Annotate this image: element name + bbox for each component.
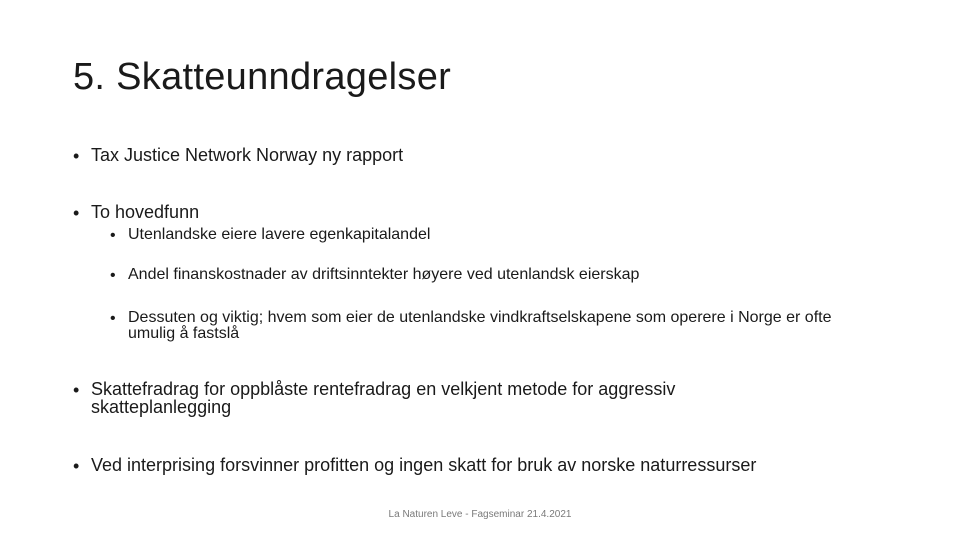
bullet-dot: • bbox=[73, 380, 80, 400]
sub-bullet-item bbox=[110, 227, 890, 245]
bullet-item bbox=[73, 456, 913, 477]
sub-bullet-item bbox=[110, 267, 890, 285]
slide-footer: La Naturen Leve - Fagseminar 21.4.2021 bbox=[388, 509, 572, 520]
sub-bullet-item bbox=[110, 310, 870, 342]
bullet-item bbox=[73, 203, 893, 224]
bullet-item bbox=[73, 380, 773, 416]
bullet-text: Andel finanskostnader av driftsinntekter høyere ved utenlandsk eierskap bbox=[128, 266, 640, 283]
slide-title: 5. Skatteunndragelser bbox=[73, 56, 452, 98]
bullet-item bbox=[73, 146, 893, 167]
bullet-dot: • bbox=[73, 203, 80, 223]
bullet-dot: • bbox=[110, 227, 116, 244]
bullet-text: Skattefradrag for oppblåste rentefradrag en velkjent metode for aggressiv skatteplanlegging bbox=[91, 379, 676, 417]
bullet-text: Dessuten og viktig; hvem som eier de utenlandske vindkraftselskapene som operere i Norge er ofte umulig å fastslå bbox=[128, 309, 832, 342]
bullet-dot: • bbox=[110, 267, 116, 284]
bullet-dot: • bbox=[73, 146, 80, 166]
bullet-text: To hovedfunn bbox=[91, 202, 200, 222]
bullet-text: Tax Justice Network Norway ny rapport bbox=[91, 145, 404, 165]
bullet-text: Utenlandske eiere lavere egenkapitalandel bbox=[128, 226, 431, 243]
bullet-dot: • bbox=[110, 310, 116, 327]
bullet-text: Ved interprising forsvinner profitten og ingen skatt for bruk av norske naturressurser bbox=[91, 455, 757, 475]
bullet-dot: • bbox=[73, 456, 80, 476]
